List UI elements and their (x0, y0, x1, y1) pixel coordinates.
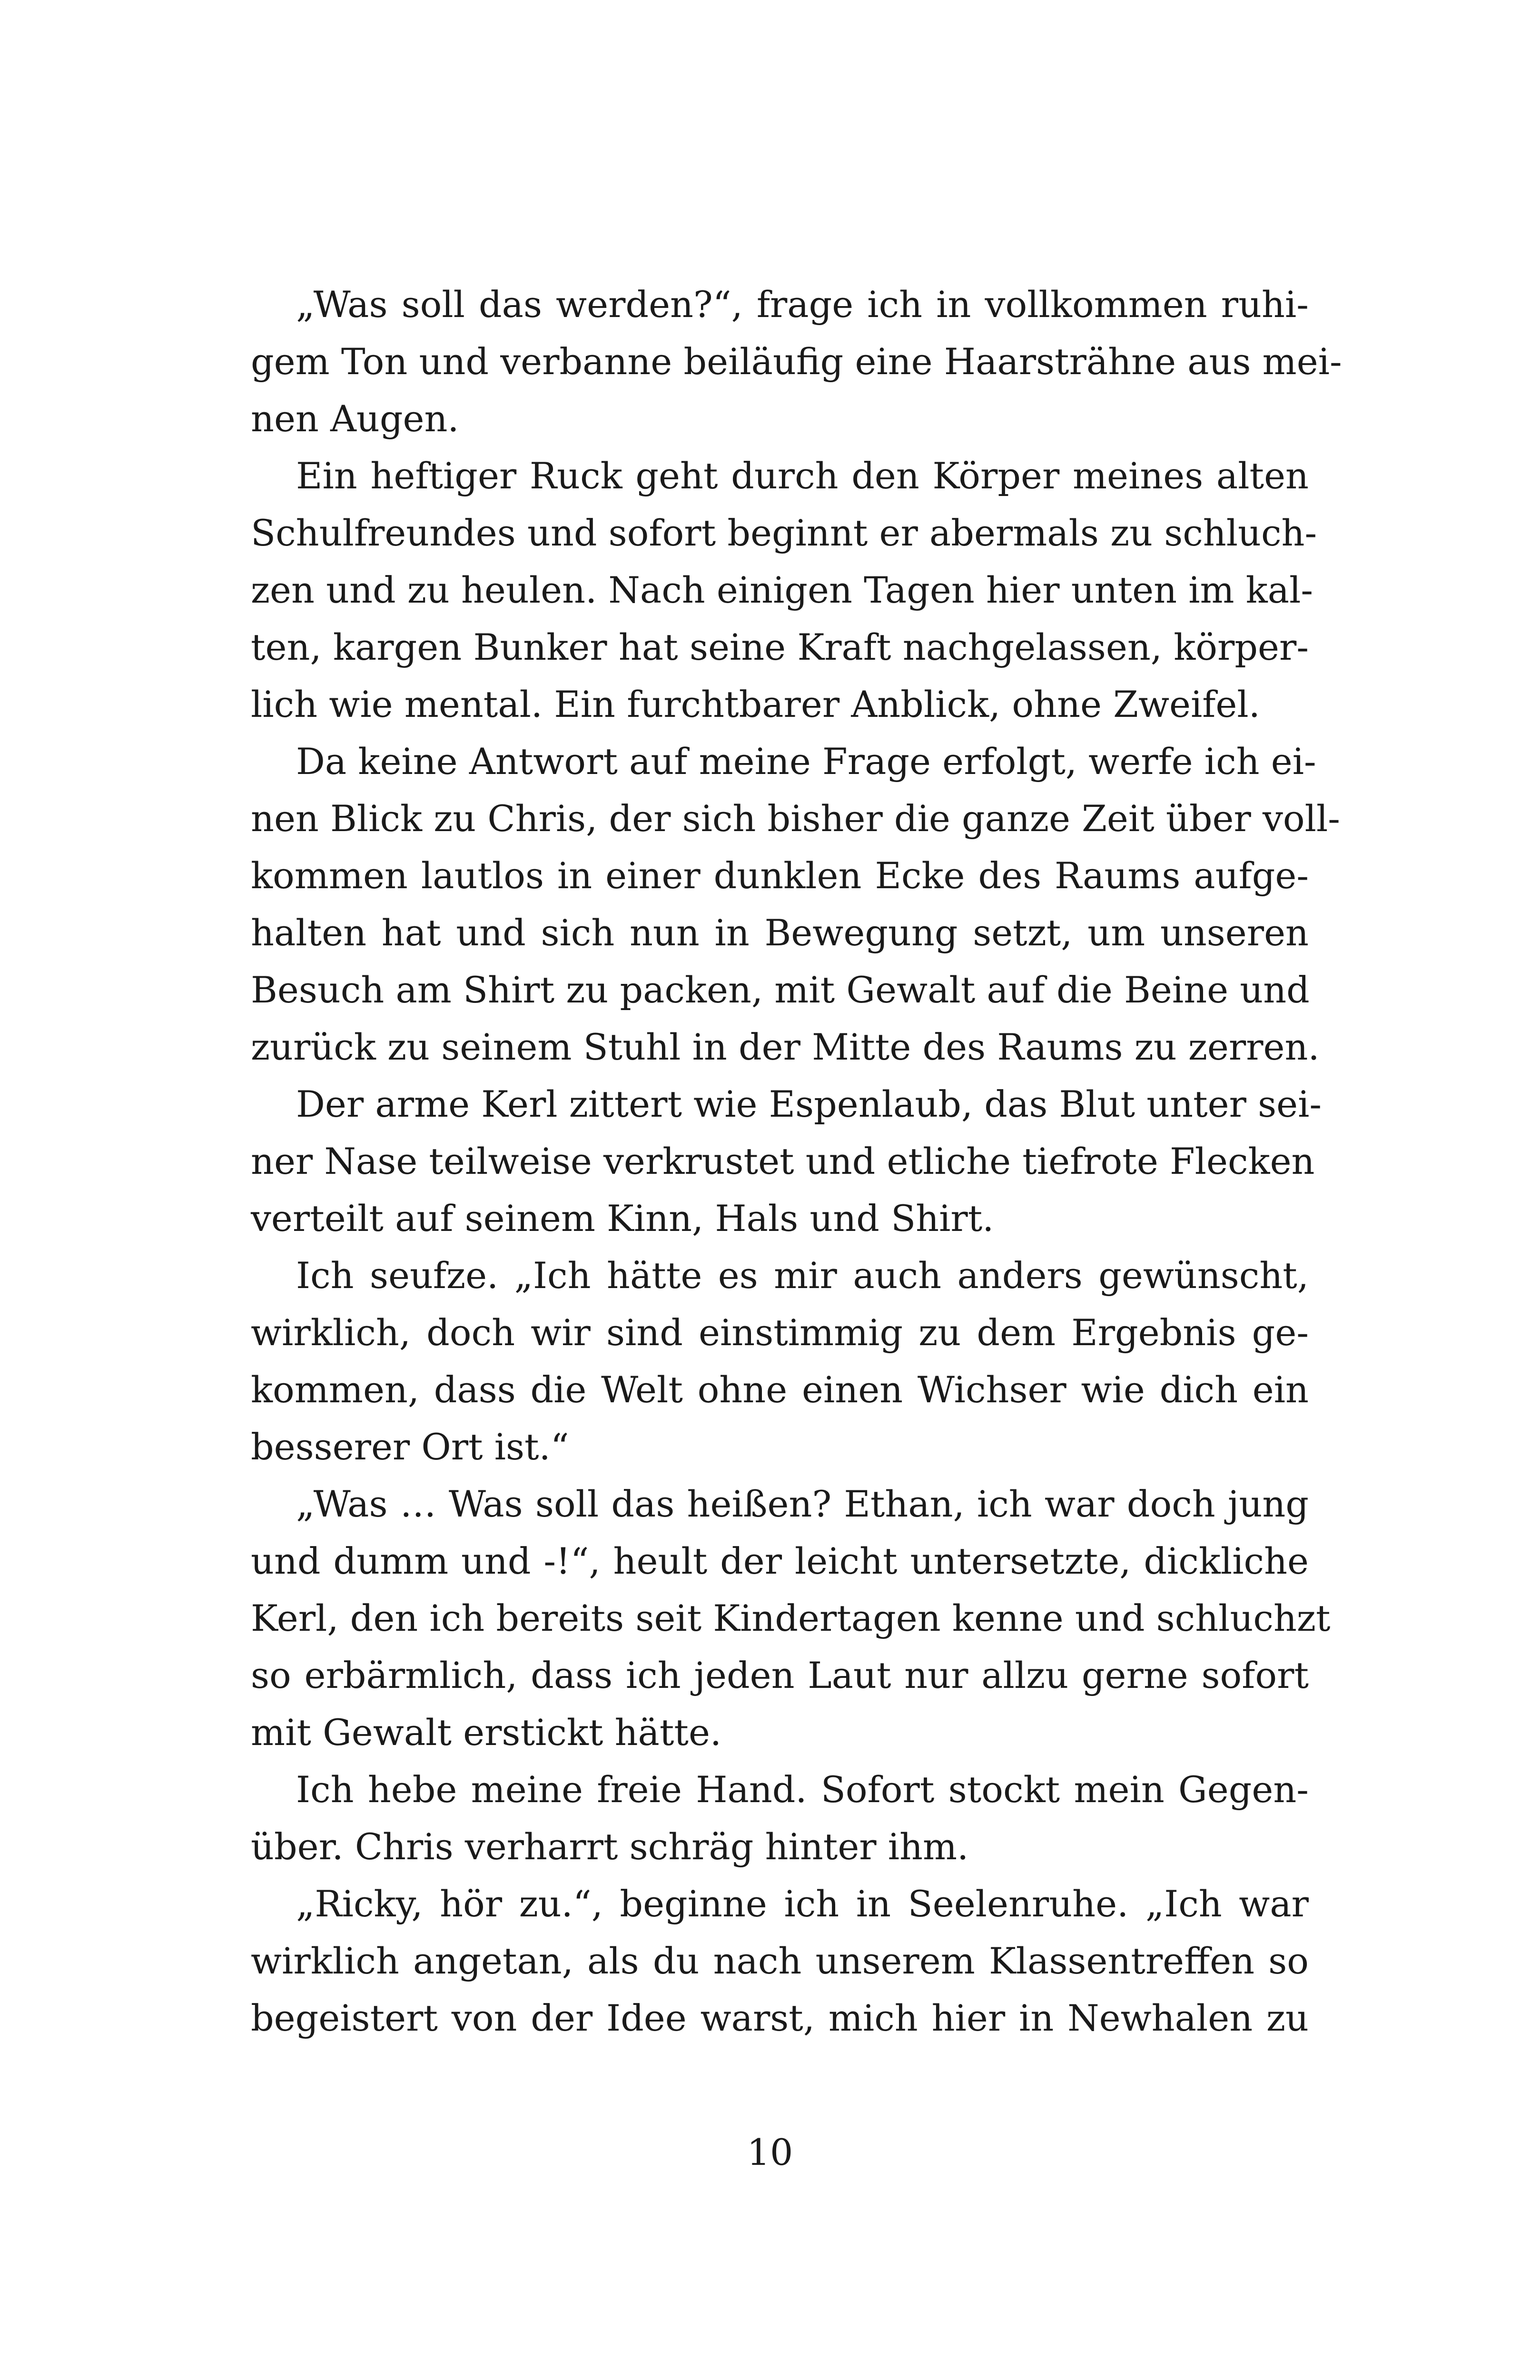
text-line: gem Ton und verbanne beiläufig eine Haarsträhne aus mei- (251, 340, 1342, 383)
text-line: wirklich angetan, als du nach unserem Klassentreffen so (251, 1940, 1309, 1982)
text-line: Ich hebe meine freie Hand. Sofort stockt mein Gegen- (296, 1768, 1309, 1811)
text-line: so erbärmlich, dass ich jeden Laut nur allzu gerne sofort (251, 1654, 1309, 1696)
text-line: über. Chris verharrt schräg hinter ihm. (251, 1825, 969, 1868)
text-line: „Was … Was soll das heißen? Ethan, ich war doch jung (296, 1483, 1309, 1525)
paragraph (251, 733, 1340, 1076)
page-number: 10 (747, 2131, 793, 2173)
text-line: kommen, dass die Welt ohne einen Wichser wie dich ein (251, 1368, 1309, 1411)
text-line: zen und zu heulen. Nach einigen Tagen hier unten im kal- (251, 569, 1313, 611)
paragraph (251, 447, 1317, 733)
text-line: besserer Ort ist.“ (251, 1426, 569, 1468)
paragraph (251, 1247, 1309, 1476)
text-line: nen Blick zu Chris, der sich bisher die ganze Zeit über voll- (251, 797, 1340, 840)
paragraph (251, 276, 1342, 447)
text-line: Besuch am Shirt zu packen, mit Gewalt auf die Beine und (251, 969, 1310, 1011)
paragraph (251, 1076, 1322, 1247)
text-line: Ich seufze. „Ich hätte es mir auch anders gewünscht, (296, 1254, 1309, 1297)
text-line: Kerl, den ich bereits seit Kindertagen kenne und schluchzt (251, 1597, 1331, 1639)
text-line: nen Augen. (251, 397, 459, 440)
text-line: ner Nase teilweise verkrustet und etliche tiefrote Flecken (251, 1140, 1315, 1182)
text-line: verteilt auf seinem Kinn, Hals und Shirt. (251, 1197, 994, 1240)
paragraph (251, 1761, 1309, 1875)
text-line: Der arme Kerl zittert wie Espenlaub, das Blut unter sei- (296, 1083, 1322, 1125)
text-line: begeistert von der Idee warst, mich hier in Newhalen zu (251, 1997, 1309, 2039)
text-line: kommen lautlos in einer dunklen Ecke des Raums aufge- (251, 854, 1309, 897)
text-line: Schulfreundes und sofort beginnt er abermals zu schluch- (251, 512, 1317, 554)
paragraph (251, 1476, 1331, 1761)
text-line: mit Gewalt erstickt hätte. (251, 1711, 722, 1754)
text-line: Da keine Antwort auf meine Frage erfolgt, werfe ich ei- (296, 740, 1316, 783)
text-line: halten hat und sich nun in Bewegung setzt, um unseren (251, 912, 1309, 954)
text-line: Ein heftiger Ruck geht durch den Körper meines alten (296, 455, 1309, 497)
paragraph (251, 1875, 1309, 2047)
text-line: ten, kargen Bunker hat seine Kraft nachgelassen, körper- (251, 626, 1309, 668)
text-line: „Ricky, hör zu.“, beginne ich in Seelenruhe. „Ich war (296, 1883, 1309, 1925)
text-line: und dumm und -!“, heult der leicht untersetzte, dickliche (251, 1540, 1309, 1582)
body-text (251, 276, 1342, 2047)
text-line: wirklich, doch wir sind einstimmig zu dem Ergebnis ge- (251, 1311, 1309, 1354)
text-line: zurück zu seinem Stuhl in der Mitte des Raums zu zerren. (251, 1026, 1320, 1068)
text-line: „Was soll das werden?“, frage ich in vollkommen ruhi- (296, 283, 1309, 326)
text-line: lich wie mental. Ein furchtbarer Anblick, ohne Zweifel. (251, 683, 1260, 725)
